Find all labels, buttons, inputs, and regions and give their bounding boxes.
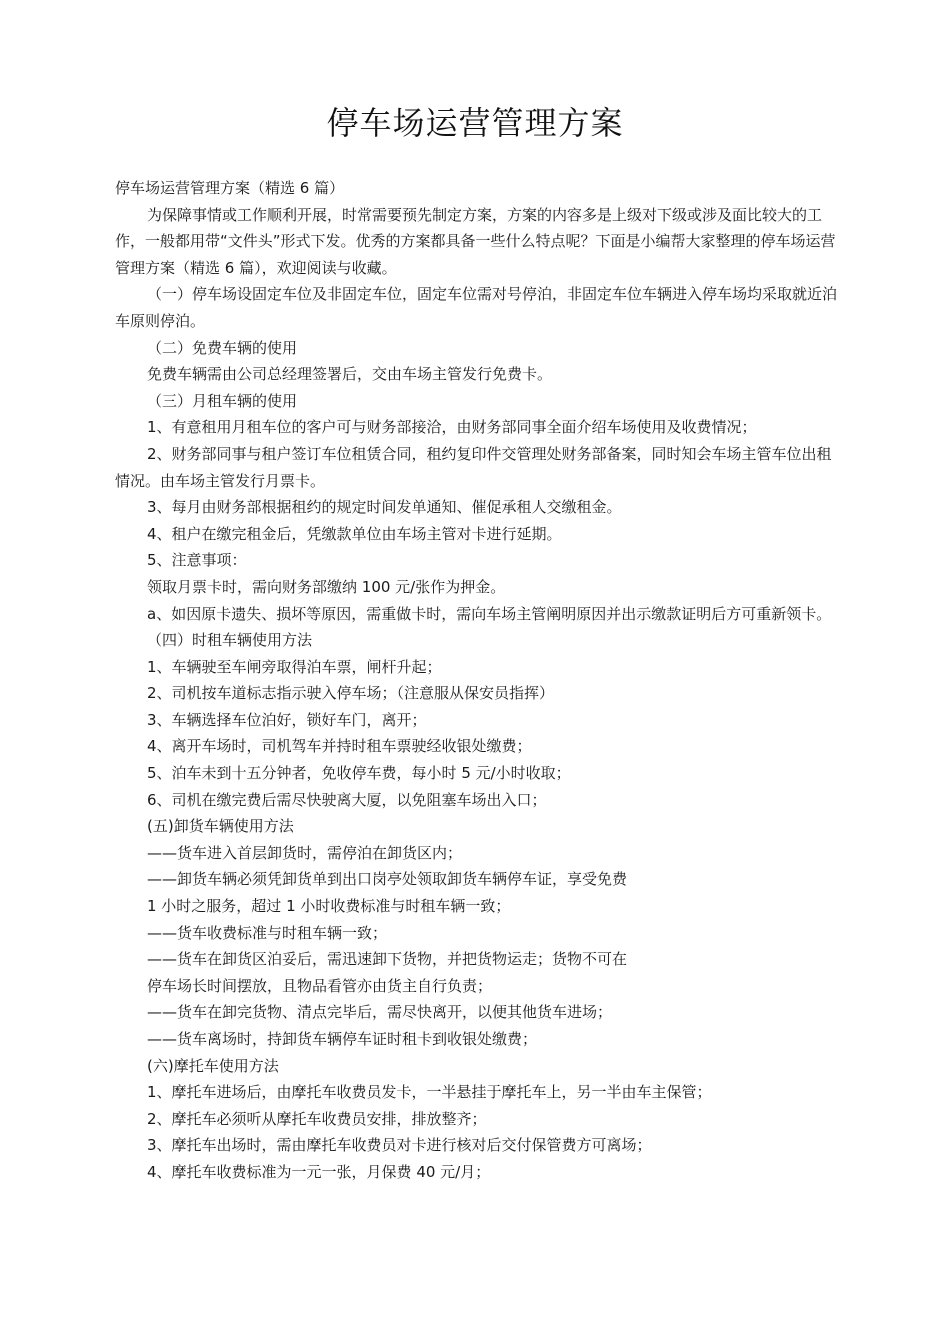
paragraph: (六)摩托车使用方法: [147, 1056, 279, 1075]
paragraph: 3、车辆选择车位泊好，锁好车门，离开；: [147, 710, 427, 729]
paragraph: 6、司机在缴完费后需尽快驶离大厦，以免阻塞车场出入口；: [147, 790, 547, 809]
paragraph: 1、车辆驶至车闸旁取得泊车票，闸杆升起；: [147, 657, 442, 676]
paragraph: 1、有意租用月租车位的客户可与财务部接洽，由财务部同事全面介绍车场使用及收费情况；: [147, 418, 757, 437]
paragraph: 为保障事情或工作顺利开展，时常需要预先制定方案，方案的内容多是上级对下级或涉及面比较大的工作，一般都用带“文件头”形式下发。优秀的方案都具备一些什么特点呢？下面是小编帮大家整理的停车场运营管理方案（精选 6 篇），欢迎阅读与收藏。: [115, 205, 836, 277]
paragraph: 停车场长时间摆放，且物品看管亦由货主自行负责；: [147, 976, 493, 995]
paragraph: 4、租户在缴完租金后，凭缴款单位由车场主管对卡进行延期。: [147, 524, 562, 543]
paragraph: (五)卸货车辆使用方法: [147, 817, 294, 836]
paragraph: 2、摩托车必须听从摩托车收费员安排，排放整齐；: [147, 1109, 487, 1128]
paragraph: （一）停车场设固定车位及非固定车位，固定车位需对号停泊，非固定车位车辆进入停车场均采取就近泊车原则停泊。: [115, 285, 838, 330]
document-subtitle: 停车场运营管理方案（精选 6 篇）: [115, 179, 345, 197]
paragraph: （三）月租车辆的使用: [147, 391, 298, 410]
paragraph: 免费车辆需由公司总经理签署后，交由车场主管发行免费卡。: [147, 365, 553, 384]
paragraph: ——货车在卸货区泊妥后，需迅速卸下货物，并把货物运走；货物不可在: [147, 950, 628, 969]
paragraph: 4、摩托车收费标准为一元一张，月保费 40 元/月；: [147, 1162, 491, 1181]
paragraph: ——卸货车辆必须凭卸货单到出口岗亭处领取卸货车辆停车证，享受免费: [147, 870, 628, 889]
paragraph: 3、摩托车出场时，需由摩托车收费员对卡进行核对后交付保管费方可离场；: [147, 1136, 652, 1155]
paragraph: 领取月票卡时，需向财务部缴纳 100 元/张作为押金。: [147, 577, 506, 596]
paragraph: 4、离开车场时，司机驾车并持时租车票驶经收银处缴费；: [147, 737, 532, 756]
paragraph: 1 小时之服务，超过 1 小时收费标准与时租车辆一致；: [147, 897, 511, 916]
paragraph: 5、注意事项：: [147, 551, 247, 570]
paragraph: 3、每月由财务部根据租约的规定时间发单通知、催促承租人交缴租金。: [147, 498, 622, 517]
paragraph: ——货车离场时，持卸货车辆停车证时租卡到收银处缴费；: [147, 1030, 538, 1048]
document-body: [115, 175, 843, 1186]
paragraph: a、如因原卡遗失、损坏等原因，需重做卡时，需向车场主管阐明原因并出示缴款证明后方可重新领卡。: [147, 604, 832, 623]
paragraph: （二）免费车辆的使用: [147, 338, 298, 357]
paragraph: 1、摩托车进场后，由摩托车收费员发卡，一半悬挂于摩托车上，另一半由车主保管；: [147, 1083, 712, 1102]
paragraph: （四）时租车辆使用方法: [147, 631, 313, 650]
paragraph: ——货车在卸完货物、清点完毕后，需尽快离开，以便其他货车进场；: [147, 1003, 613, 1022]
paragraph: 2、司机按车道标志指示驶入停车场；（注意服从保安员指挥）: [147, 684, 555, 703]
paragraph: 5、泊车未到十五分钟者，免收停车费，每小时 5 元/小时收取；: [147, 764, 571, 783]
paragraph: 2、财务部同事与租户签订车位租赁合同，租约复印件交管理处财务部备案，同时知会车场主管车位出租情况。由车场主管发行月票卡。: [115, 444, 832, 490]
paragraph: ——货车进入首层卸货时，需停泊在卸货区内；: [147, 843, 463, 862]
document-title: 停车场运营管理方案: [326, 104, 624, 142]
paragraph: ——货车收费标准与时租车辆一致；: [147, 923, 388, 942]
